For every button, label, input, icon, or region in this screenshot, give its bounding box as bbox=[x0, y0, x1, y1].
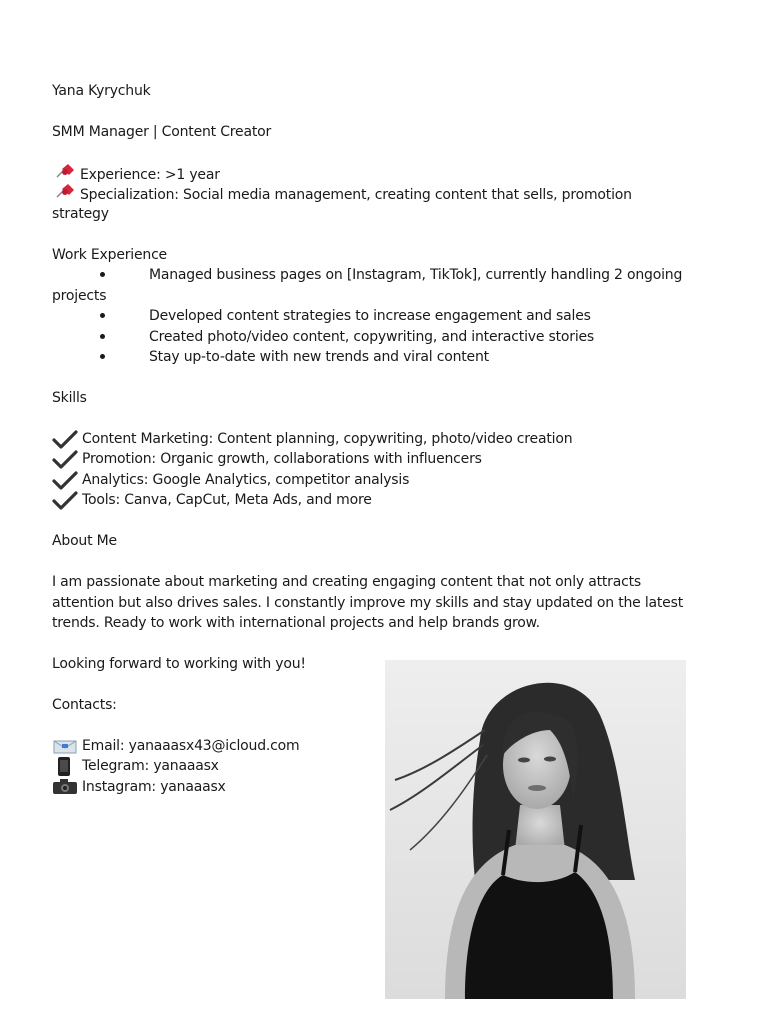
work-item-1-continued: projects bbox=[52, 288, 107, 304]
pushpin-icon bbox=[54, 163, 80, 184]
contact-email bbox=[52, 736, 299, 756]
skill-text: Promotion: Organic growth, collaborations with influencers bbox=[82, 451, 482, 467]
skill-item bbox=[52, 429, 572, 449]
pushpin-icon bbox=[54, 183, 80, 204]
experience-text: Experience: >1 year bbox=[80, 167, 220, 183]
instagram-text: Instagram: yanaaasx bbox=[82, 779, 226, 795]
bullet-icon bbox=[100, 334, 105, 339]
skills-heading: Skills bbox=[52, 390, 87, 406]
skill-text: Content Marketing: Content planning, copywriting, photo/video creation bbox=[82, 431, 573, 447]
skill-item bbox=[52, 470, 409, 490]
specialization-text: Specialization: Social media management, creating content that sells, promotion bbox=[80, 187, 632, 203]
email-text: Email: yanaaasx43@icloud.com bbox=[82, 738, 300, 754]
work-item-4: Stay up-to-date with new trends and viral content bbox=[149, 349, 489, 365]
envelope-icon bbox=[52, 736, 82, 756]
checkmark-icon bbox=[52, 429, 82, 449]
skill-item bbox=[52, 490, 372, 510]
bullet-icon bbox=[100, 272, 105, 277]
checkmark-icon bbox=[52, 470, 82, 490]
closing-text: Looking forward to working with you! bbox=[52, 656, 306, 672]
work-item-2: Developed content strategies to increase engagement and sales bbox=[149, 308, 591, 324]
contacts-heading: Contacts: bbox=[52, 697, 117, 713]
candidate-name: Yana Kyrychuk bbox=[52, 83, 151, 99]
camera-icon bbox=[52, 777, 82, 797]
work-experience-heading: Work Experience bbox=[52, 247, 167, 263]
bullet-icon bbox=[100, 313, 105, 318]
skill-item bbox=[52, 449, 482, 469]
about-text-line: I am passionate about marketing and creating engaging content that not only attracts bbox=[52, 574, 641, 590]
contact-instagram bbox=[52, 777, 226, 797]
profile-photo bbox=[385, 660, 686, 999]
specialization-continued: strategy bbox=[52, 206, 109, 222]
candidate-role: SMM Manager | Content Creator bbox=[52, 124, 272, 140]
specialization-line bbox=[54, 183, 632, 205]
about-text-line: trends. Ready to work with international projects and help brands grow. bbox=[52, 615, 540, 631]
skill-text: Analytics: Google Analytics, competitor analysis bbox=[82, 472, 410, 488]
checkmark-icon bbox=[52, 449, 82, 469]
about-heading: About Me bbox=[52, 533, 117, 549]
bullet-icon bbox=[100, 354, 105, 359]
work-item-3: Created photo/video content, copywriting, and interactive stories bbox=[149, 329, 595, 345]
checkmark-icon bbox=[52, 490, 82, 510]
about-text-line: attention but also drives sales. I constantly improve my skills and stay updated on the latest bbox=[52, 595, 683, 611]
contact-telegram bbox=[52, 756, 219, 776]
telegram-text: Telegram: yanaaasx bbox=[82, 758, 219, 774]
experience-line bbox=[54, 163, 220, 185]
mobile-phone-icon bbox=[52, 756, 82, 776]
work-item-1: Managed business pages on [Instagram, TikTok], currently handling 2 ongoing bbox=[149, 267, 683, 283]
skill-text: Tools: Canva, CapCut, Meta Ads, and more bbox=[82, 492, 372, 508]
